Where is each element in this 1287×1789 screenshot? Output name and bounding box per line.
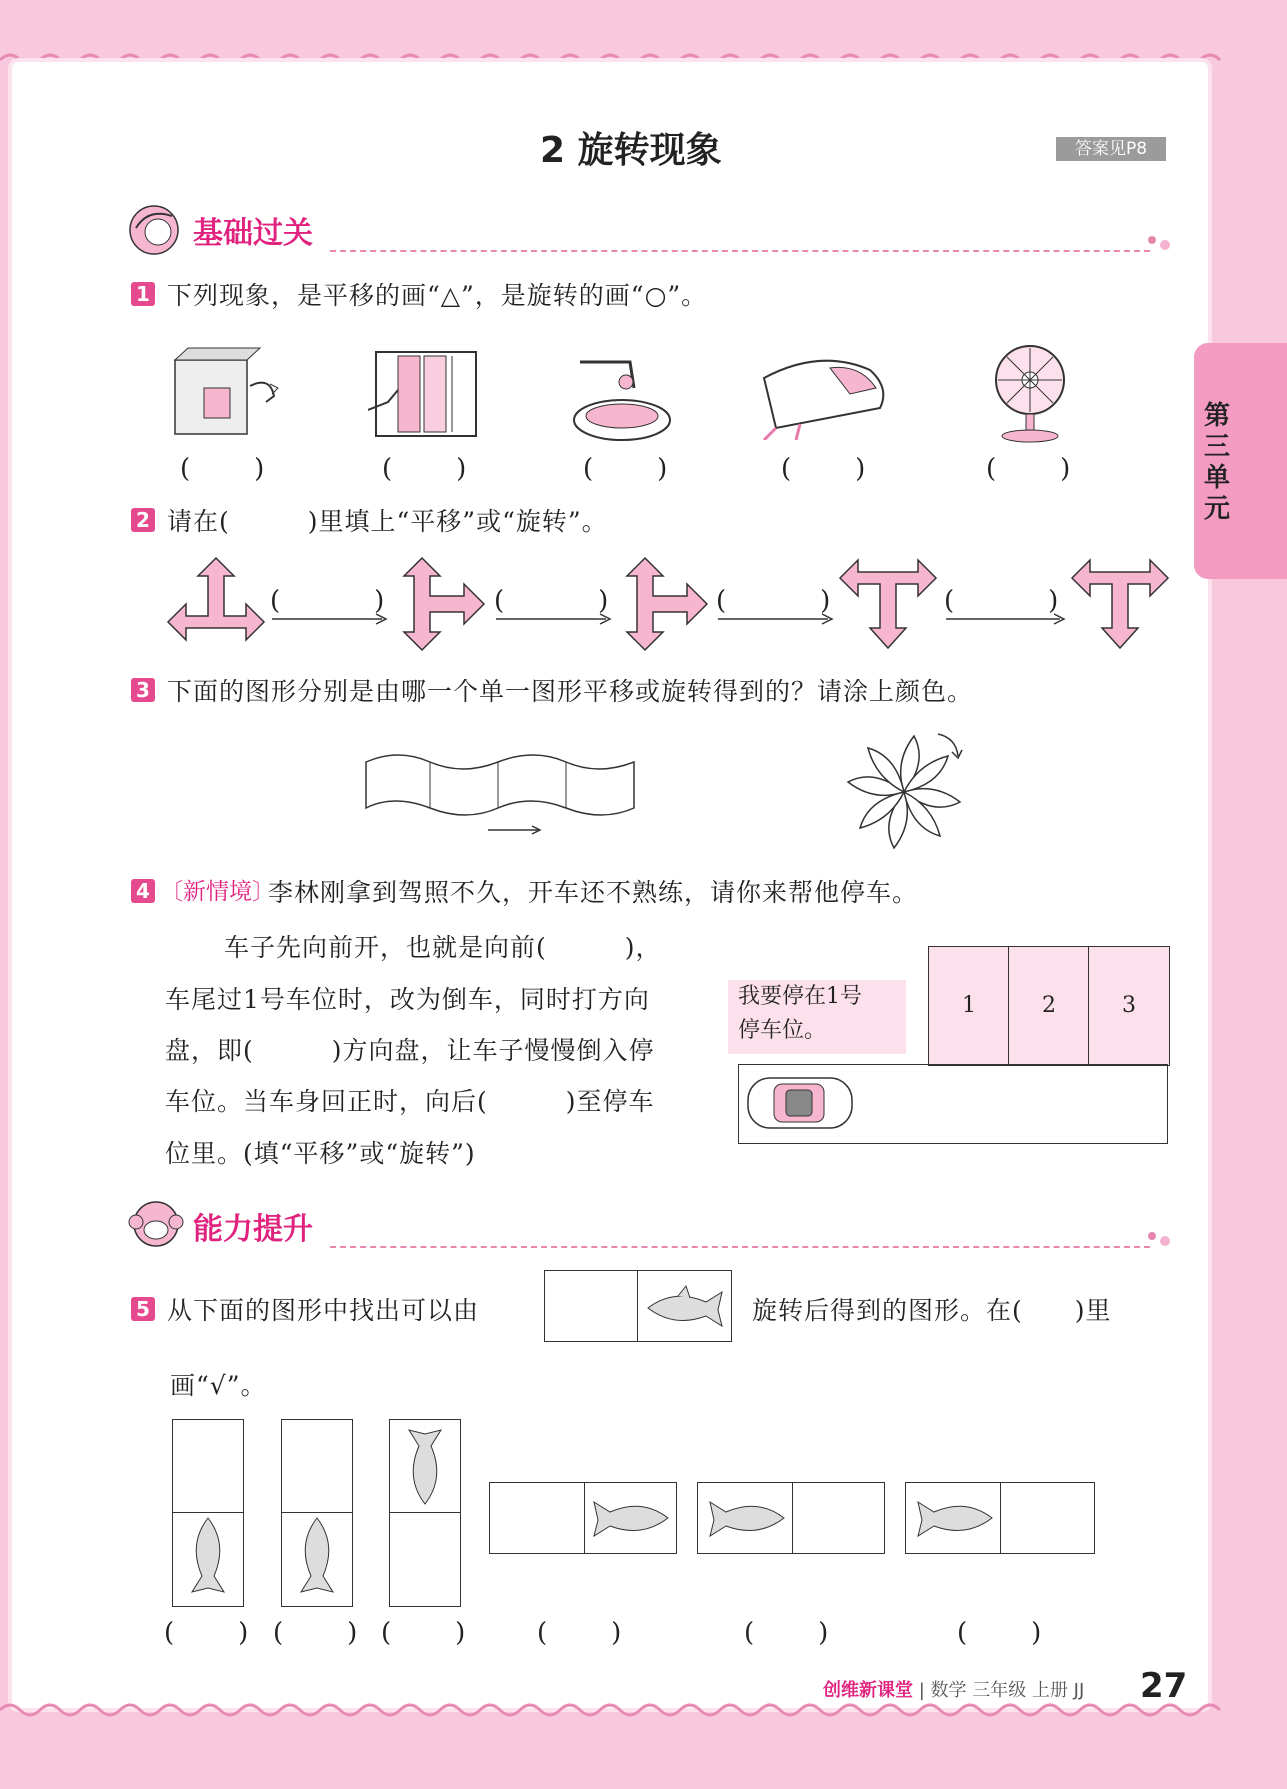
cross-arrow-shape: [1070, 556, 1170, 650]
cross-arrow-shape: [394, 556, 490, 652]
question-text: 旋转后得到的图形。在( )里: [752, 1296, 1112, 1325]
parking-slot-1: 1: [928, 946, 1010, 1066]
shark-icon: [401, 1424, 449, 1508]
shark-icon: [644, 1284, 726, 1330]
electric-fan-icon: [985, 344, 1075, 444]
answer-blank[interactable]: ( ): [583, 454, 672, 484]
faucet-sink-icon: [570, 352, 680, 444]
question-text: 画“√”。: [170, 1371, 267, 1400]
shark-icon: [912, 1494, 996, 1542]
answer-blank[interactable]: ( ): [744, 1618, 833, 1648]
question-number: 4: [131, 879, 155, 903]
answer-blank[interactable]: ( ): [381, 1618, 470, 1648]
section-advanced-heading: 能力提升: [193, 1212, 313, 1247]
story-line: 车尾过1号车位时，改为倒车，同时打方向: [165, 985, 650, 1014]
shark-icon: [704, 1494, 788, 1542]
page-title: 2 旋转现象: [540, 130, 722, 171]
divider-dot: [1148, 1232, 1156, 1240]
sliding-window-icon: [368, 350, 486, 440]
speech-bubble-line: 停车位。: [738, 1018, 827, 1043]
pencil-sharpener-icon: [170, 346, 285, 441]
answer-blank[interactable]: ( ): [986, 454, 1075, 484]
pinwheel-figure: [842, 726, 972, 854]
divider-dot: [1160, 240, 1170, 250]
section-basic-heading: 基础过关: [193, 216, 313, 251]
answer-blank[interactable]: ( ): [270, 586, 389, 616]
story-line: 车位。当车身回正时，向后( )至停车: [165, 1087, 655, 1116]
cross-arrow-shape: [166, 556, 266, 650]
section-divider: [330, 1246, 1150, 1248]
answer-blank[interactable]: ( ): [781, 454, 870, 484]
divider-dot: [1160, 1236, 1170, 1246]
footer-book-info: | 数学 三年级 上册 JJ: [918, 1680, 1085, 1701]
bottom-wavy-border: [0, 1700, 1287, 1720]
question-text: 从下面的图形中找出可以由: [167, 1296, 480, 1325]
question-text: 下列现象，是平移的画“△”，是旋转的画“○”。: [167, 281, 708, 310]
cross-arrow-shape: [617, 556, 713, 652]
question-number: 3: [131, 678, 155, 702]
answer-blank[interactable]: ( ): [716, 586, 835, 616]
question-number: 2: [131, 508, 155, 532]
shark-icon: [293, 1514, 341, 1598]
answer-blank[interactable]: ( ): [382, 454, 471, 484]
shark-icon: [588, 1494, 672, 1542]
divider-dot: [1148, 236, 1156, 244]
answer-blank[interactable]: ( ): [957, 1618, 1046, 1648]
story-line: 位里。(填“平移”或“旋转”): [165, 1139, 476, 1168]
question-text: 下面的图形分别是由哪一个单一图形平移或旋转得到的？请涂上颜色。: [167, 677, 974, 706]
car-icon: [744, 1072, 858, 1134]
answer-blank[interactable]: ( ): [537, 1618, 626, 1648]
answer-blank[interactable]: ( ): [164, 1618, 253, 1648]
story-line: 盘，即( )方向盘，让车子慢慢倒入停: [165, 1036, 655, 1065]
answer-reference-badge: 答案见P8: [1056, 137, 1166, 161]
parking-slot-3: 3: [1088, 946, 1170, 1066]
story-line: 车子先向前开，也就是向前( )，: [224, 933, 662, 962]
wavy-band-figure: [362, 746, 642, 840]
question-number: 5: [131, 1297, 155, 1321]
unit-side-tab-label: 第三单元: [1204, 401, 1231, 524]
page-number: 27: [1140, 1666, 1188, 1706]
shark-icon: [184, 1514, 232, 1598]
right-arrow-icon: [716, 612, 836, 626]
footer-brand: 创维新课堂: [823, 1680, 913, 1701]
monkey-mascot-icon: [128, 1198, 184, 1250]
girl-mascot-icon: [128, 204, 184, 256]
speech-bubble-line: 我要停在1号: [738, 984, 862, 1009]
new-context-tag: 〔新情境〕: [160, 879, 275, 905]
right-arrow-icon: [494, 612, 614, 626]
question-text: 李林刚拿到驾照不久，开车还不熟练，请你来帮他停车。: [268, 878, 919, 907]
speech-bubble: [728, 980, 906, 1054]
answer-blank[interactable]: ( ): [944, 586, 1063, 616]
question-number: 1: [131, 282, 155, 306]
right-arrow-icon: [944, 612, 1068, 626]
parking-slot-2: 2: [1008, 946, 1090, 1066]
high-speed-train-icon: [760, 348, 900, 440]
answer-blank[interactable]: ( ): [494, 586, 613, 616]
right-arrow-icon: [270, 612, 390, 626]
answer-blank[interactable]: ( ): [180, 454, 269, 484]
answer-blank[interactable]: ( ): [273, 1618, 362, 1648]
section-divider: [330, 250, 1150, 252]
question-text: 请在( )里填上“平移”或“旋转”。: [167, 507, 608, 536]
cross-arrow-shape: [838, 556, 938, 650]
footer-info: [823, 1676, 1084, 1702]
unit-side-tab: [1194, 343, 1287, 579]
